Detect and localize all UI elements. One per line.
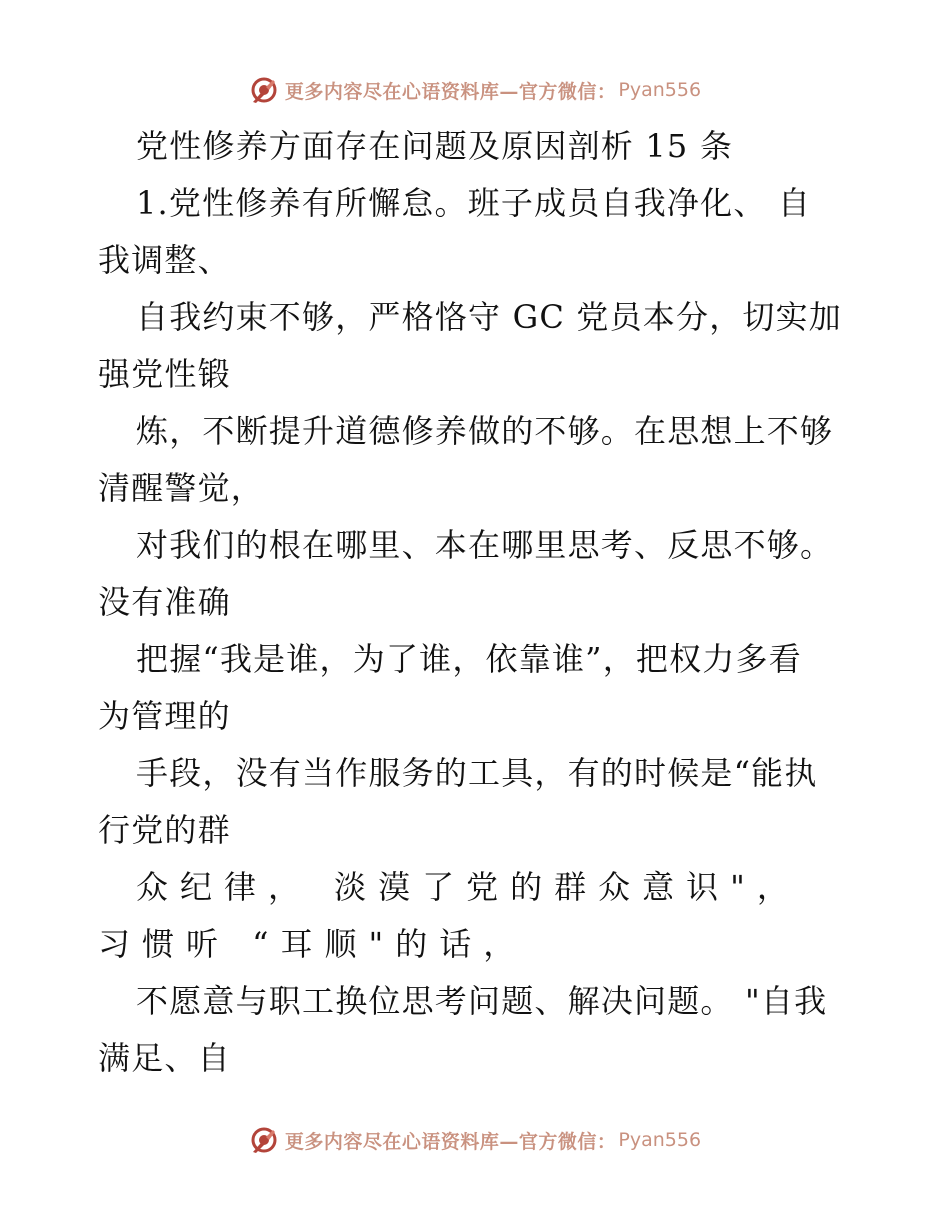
text-line: 自我约束不够，严格恪守 GC 党员本分，切实加 [136,298,842,336]
text-line: 对我们的根在哪里、本在哪里思考、反思不够。 [136,526,834,564]
document-body [98,118,858,1087]
text-line: 1.党性修养有所懈怠。班子成员自我净化、 自 [136,184,812,222]
pen-logo-icon [249,75,279,105]
text-line: 炼，不断提升道德修养做的不够。在思想上不够 [136,412,834,450]
pen-logo-icon [249,1125,279,1155]
header-watermark [0,70,950,110]
text-line: 我调整、 [98,241,231,279]
text-line: 习惯听 “耳顺"的话， [98,925,528,963]
text-line: 为管理的 [98,697,231,735]
text-line: 众纪律， 淡漠了党的群众意识"， [136,868,801,906]
document-title: 党性修养方面存在问题及原因剖析 15 条 [136,127,734,165]
text-line: 强党性锻 [98,355,231,393]
text-line: 没有准确 [98,583,231,621]
watermark-wechat-id: Pyan556 [618,79,702,101]
footer-watermark [0,1120,950,1160]
text-line: 把握“我是谁，为了谁，依靠谁”，把权力多看 [136,640,802,678]
watermark-text: 更多内容尽在心语资料库—官方微信： [284,1130,617,1153]
text-line: 手段，没有当作服务的工具，有的时候是“能执 [136,754,818,792]
text-line: 行党的群 [98,811,231,849]
watermark-wechat-id: Pyan556 [618,1129,702,1151]
text-line: 清醒警觉， [98,469,265,507]
text-line: 不愿意与职工换位思考问题、解决问题。 "自我 [136,982,828,1020]
watermark-text: 更多内容尽在心语资料库—官方微信： [284,80,617,103]
text-line: 满足、自 [98,1039,231,1077]
